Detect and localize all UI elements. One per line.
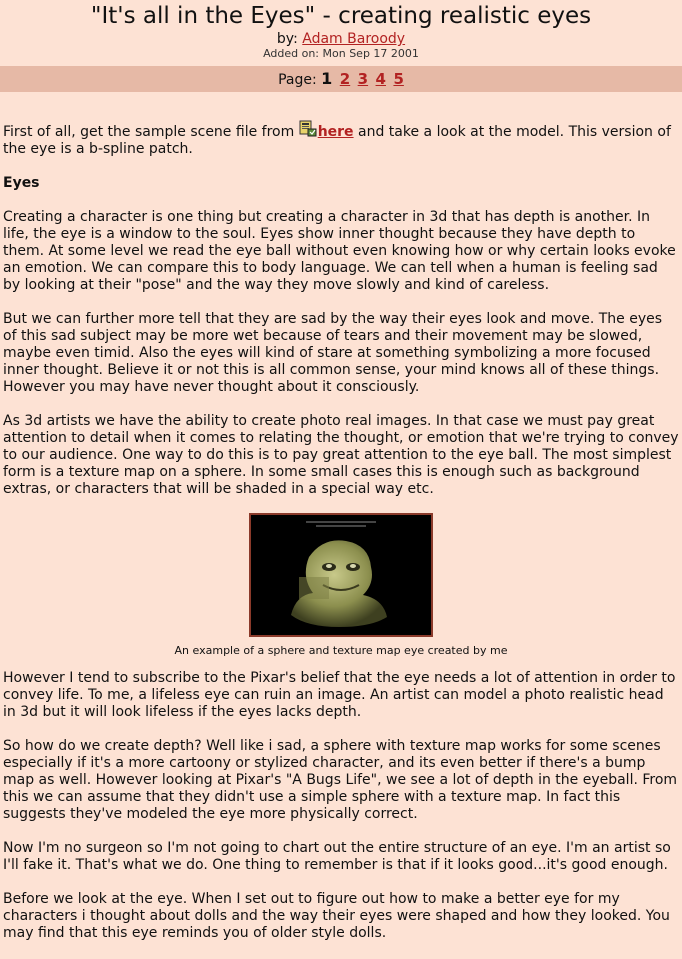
added-date: Added on: Mon Sep 17 2001: [263, 47, 419, 60]
body-paragraph: Now I'm no surgeon so I'm not going to chart out the entire structure of an eye. I'm an artist so I'll fake it. That's what we do. One thing to remember is that if it looks good...it's good enough.: [3, 840, 671, 873]
page-label: Page:: [278, 72, 317, 88]
intro-paragraph: [3, 120, 679, 158]
page-link-4[interactable]: 4: [375, 70, 386, 88]
pagination-bar: [0, 66, 682, 92]
download-file-icon[interactable]: [299, 120, 317, 137]
body-paragraph: Before we look at the eye. When I set out to figure out how to make a better eye for my characters i thought about dolls and the way their eyes were shaped and how they looked. You may find that this eye reminds you of older style dolls.: [3, 891, 670, 941]
by-label: by:: [276, 31, 298, 47]
sphere-eye-render-image: [249, 513, 433, 637]
current-page: 1: [321, 69, 333, 88]
article-header: [0, 0, 682, 61]
body-paragraph: However I tend to subscribe to the Pixar's belief that the eye needs a lot of attention in order to convey life. To me, a lifeless eye can ruin an image. An artist can model a photo realistic head in 3d but it will look lifeless if the eyes lacks depth.: [3, 670, 676, 720]
section-heading: Eyes: [3, 175, 40, 191]
body-paragraph: So how do we create depth? Well like i sad, a sphere with texture map works for some scenes especially if it's a more cartoony or stylized character, and its even better if there's a bump map as well. However looking at Pixar's "A Bugs Life", we see a lot of depth in the eyeball. From this we can assume that they didn't use a simple sphere with a texture map. In fact this suggests they've modeled the eye more physically correct.: [3, 738, 678, 822]
body-paragraph: Creating a character is one thing but creating a character in 3d that has depth is another. In life, the eye is a window to the soul. Eyes show inner thought because they have depth to them. At some level we read the eye ball without even knowing how or why certain looks evoke an emotion. We can compare this to body language. We can tell when a human is feeling sad by looking at their "pose" and the way they move slowly and kind of careless.: [3, 209, 676, 293]
example-figure: [3, 513, 679, 658]
intro-text-after: and take a look at the model. This version of the eye is a b-spline patch.: [3, 124, 671, 157]
body-paragraph: But we can further more tell that they are sad by the way their eyes look and move. The eyes of this sad subject may be more wet because of tears and their movement may be slowed, maybe even timid. Also the eyes will kind of stare at something symbolizing a more focused inner thought. Believe it or not this is all common sense, your mind knows all of these things. However you may have never thought about it consciously.: [3, 311, 663, 395]
figure-caption: An example of a sphere and texture map eye created by me: [174, 644, 508, 657]
body-paragraph: As 3d artists we have the ability to create photo real images. In that case we must pay great attention to detail when it comes to relating the thought, or emotion that we're trying to convey to our audience. One way to do this is to pay great attention to the eye ball. The most simplest form is a texture map on a sphere. In some small cases this is enough such as background extras, or characters that will be shaded in a special way etc.: [3, 413, 679, 497]
article-title: "It's all in the Eyes" - creating realistic eyes: [90, 3, 592, 29]
page-link-2[interactable]: 2: [339, 70, 351, 88]
intro-text-before: First of all, get the sample scene file from: [3, 124, 299, 140]
byline: [0, 31, 682, 47]
sample-scene-link[interactable]: here: [317, 124, 354, 140]
page-link-3[interactable]: 3: [357, 70, 369, 88]
page-link-5[interactable]: 5: [393, 70, 404, 88]
article-body: [0, 120, 682, 942]
head-render-graphic: [251, 515, 431, 635]
author-link[interactable]: Adam Baroody: [302, 31, 406, 47]
